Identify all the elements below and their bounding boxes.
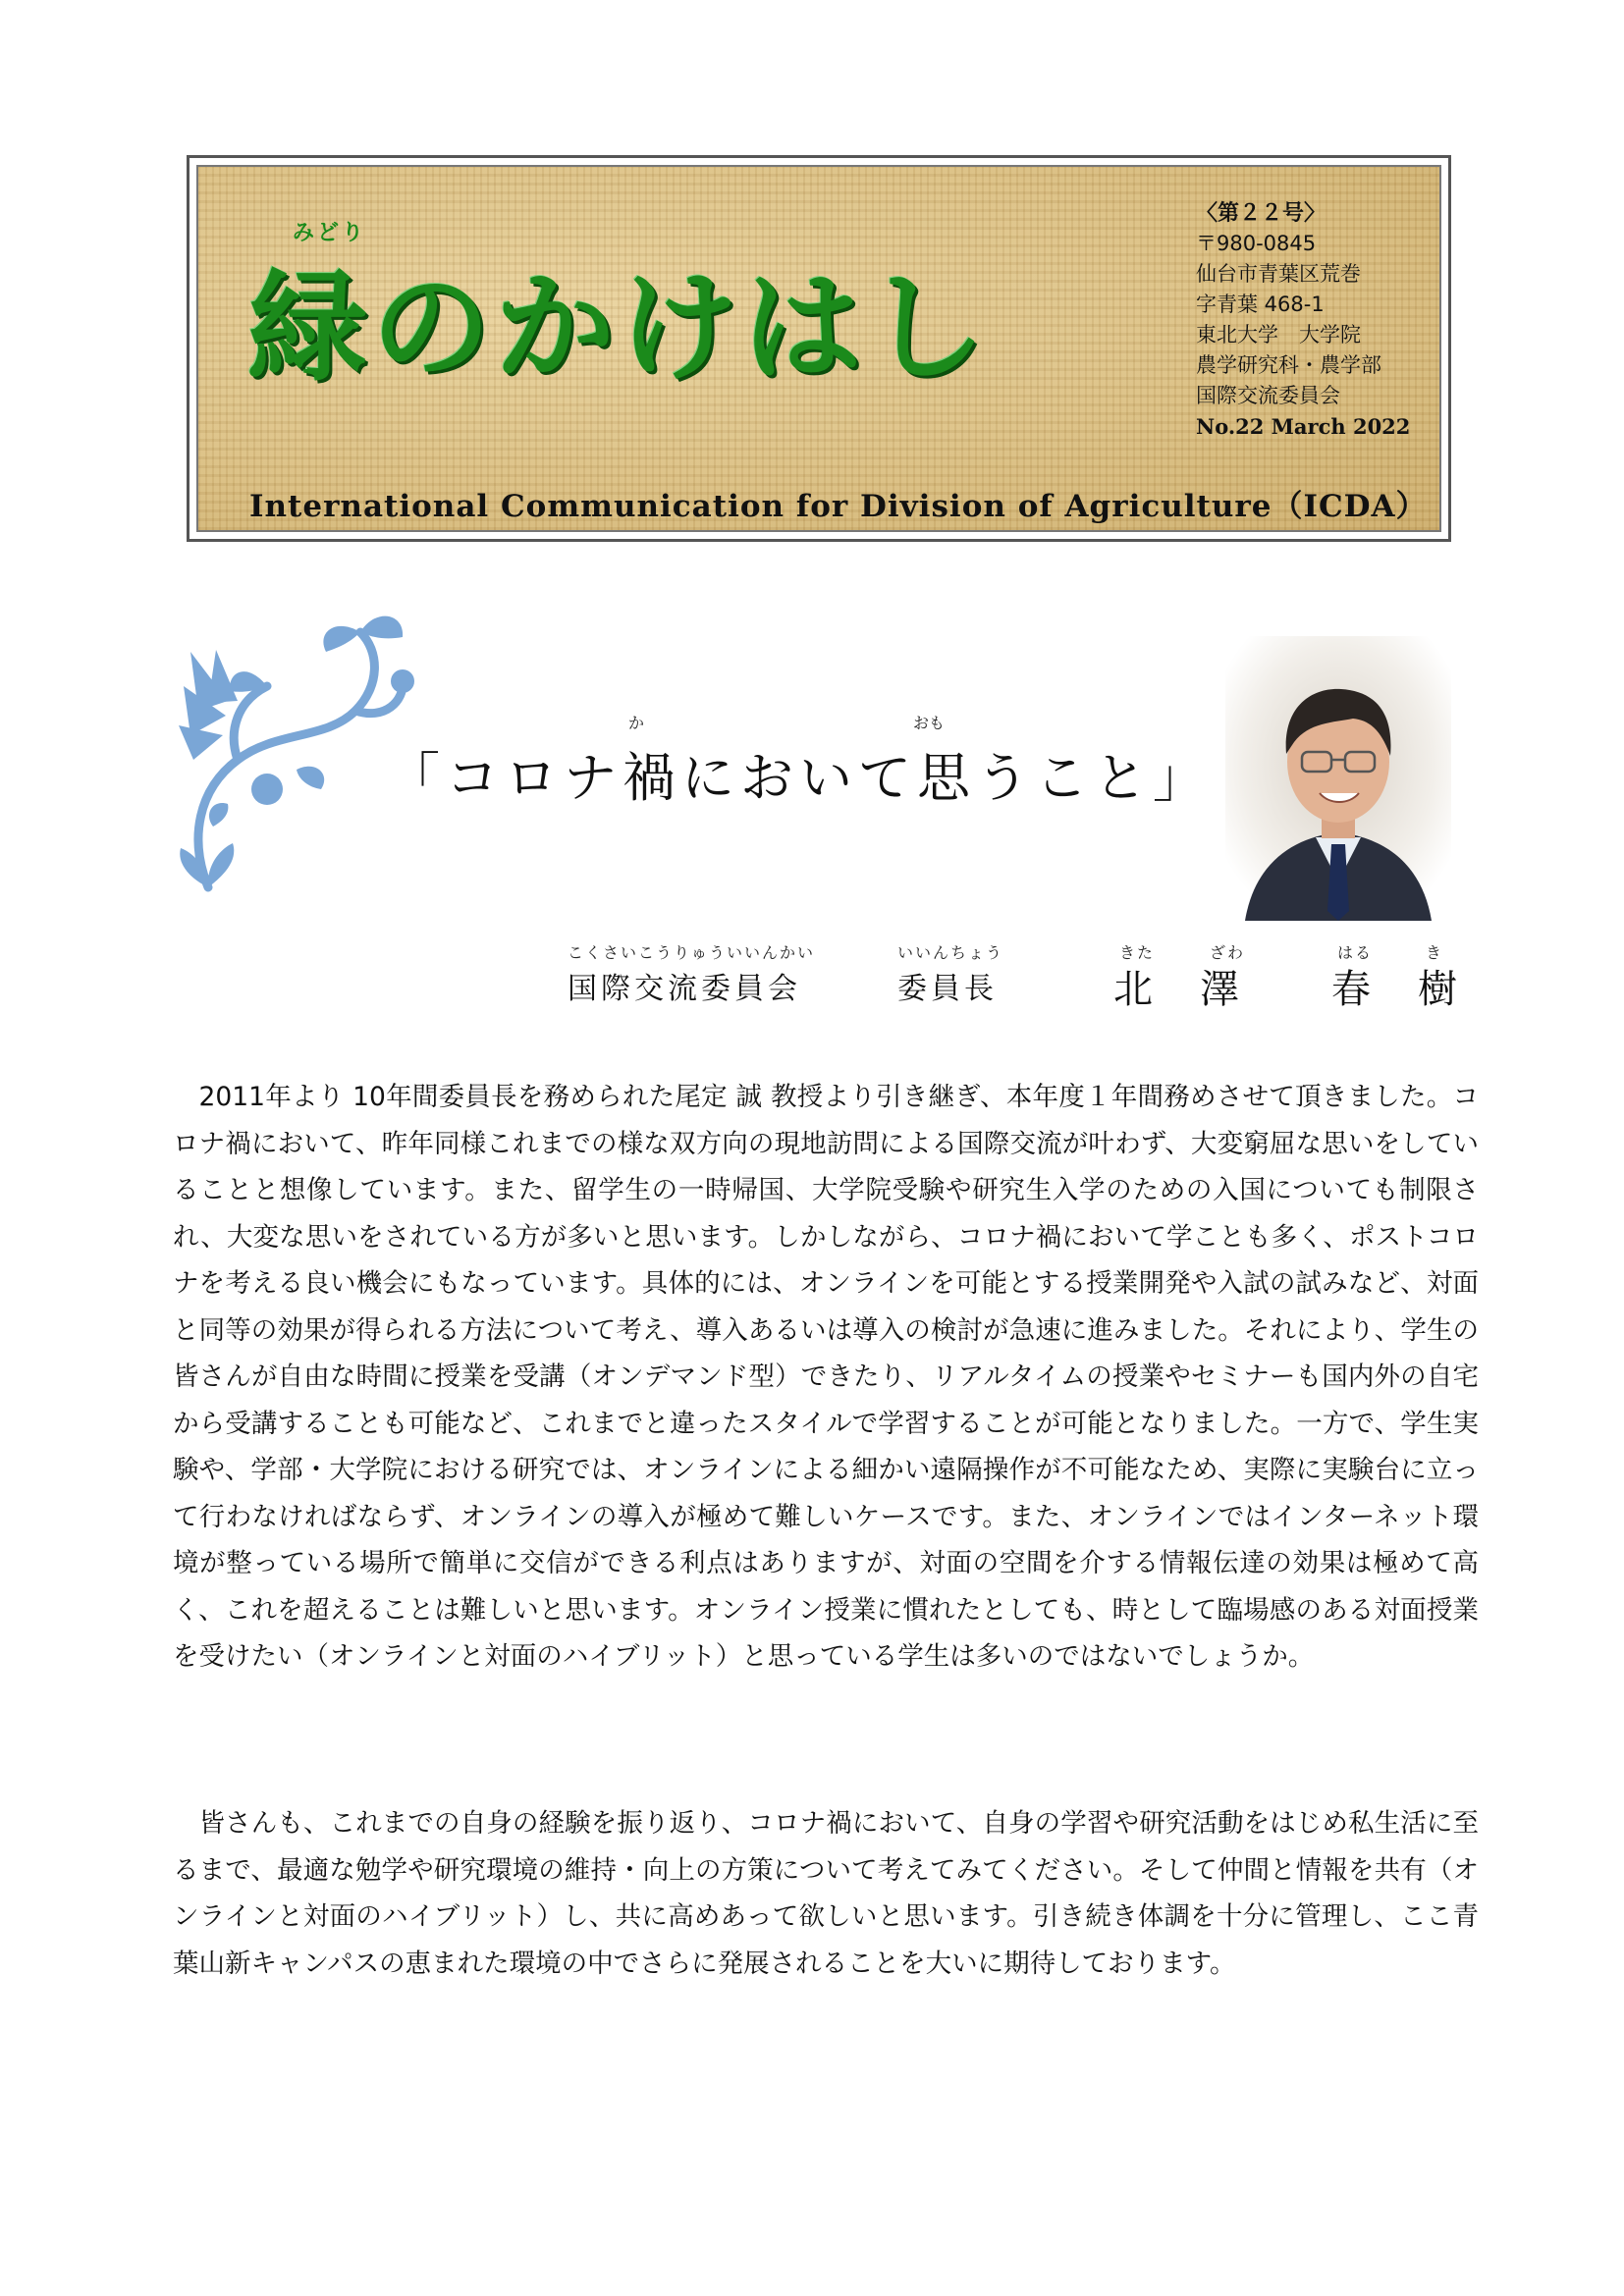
address-line: 農学研究科・農学部 (1196, 353, 1381, 377)
address-line: 〒980-0845 (1196, 232, 1317, 255)
masthead (187, 155, 1451, 542)
author-given-2: 樹 (1418, 967, 1457, 1012)
article-body-paragraph-2 (173, 1800, 1479, 1987)
title-ruby-omo: おも (913, 714, 946, 732)
paragraph: 2011年より 10年間委員長を務められた尾定 誠 教授より引き継ぎ、本年度１年間務めさせて頂きました。コロナ禍において、昨年同様これまでの様な双方向の現地訪問による国際交流が叶わず、大変窮屈な思いをしていることと想像しています。また、留学生の一時帰国、大学院受験や研究生入学のための入国についても制限され、大変な思いをされている方が多いと思います。しかしながら、コロナ禍において学ことも多く、ポストコロナを考える良い機会にもなっています。具体的には、オンラインを可能とする授業開発や入試の試みなど、対面と同等の効果が得られる方法について考え、導入あるいは導入の検討が急速に進みました。それにより、学生の皆さんが自由な時間に授業を受講（オンデマンド型）できたり、リアルタイムの授業やセミナーも国内外の自宅から受講することも可能など、これまでと違ったスタイルで学習することが可能となりました。一方で、学生実験や、学部・大学院における研究では、オンラインによる細かい遠隔操作が不可能なため、実際に実験台に立って行わなければならず、オンラインの導入が極めて難しいケースです。また、オンラインではインターネット環境が整っている場所で簡単に交信ができる利点はありますが、対面の空間を介する情報伝達の効果は極めて高く、これを超えることは難しいと思います。オンライン授業に慣れたとしても、時として臨場感のある対面授業を受けたい（オンラインと対面のハイブリット）と思っている学生は多いのではないでしょうか。 (173, 1082, 1479, 1672)
issue-date: No.22 March 2022 (1196, 414, 1411, 439)
floral-ornament-icon (169, 593, 424, 907)
address-line: 東北大学 大学院 (1196, 323, 1361, 347)
issue-number: 〈第２２号〉 (1196, 201, 1326, 226)
paragraph: 皆さんも、これまでの自身の経験を振り返り、コロナ禍において、自身の学習や研究活動をはじめ私生活に至るまで、最適な勉学や研究環境の維持・向上の方策について考えてみてください。そして仲間と情報を共有（オンラインと対面のハイブリット）し、共に高めあって欲しいと思います。引き続き体調を十分に管理し、ここ青葉山新キャンパスの恵まれた環境の中でさらに発展されることを大いに期待しております。 (173, 1808, 1479, 1979)
author-given-1: 春 (1331, 967, 1371, 1012)
surname-ruby-2: ざわ (1210, 943, 1246, 962)
address-line: 仙台市青葉区荒巻 (1196, 262, 1361, 286)
author-role: 委員長 (897, 972, 998, 1006)
author-surname-2: 澤 (1200, 967, 1239, 1012)
role-ruby: いいんちょう (897, 943, 1004, 962)
article-title: 「コロナ禍において思うこと」 (387, 747, 1212, 809)
title-ruby: みどり (293, 221, 367, 245)
masthead-subtitle: International Communication for Division of Agriculture（ICDA） (249, 489, 1428, 524)
address-line: 字青葉 468-1 (1196, 293, 1325, 316)
author-surname-1: 北 (1113, 967, 1153, 1012)
title-ruby-ka: か (628, 714, 645, 732)
given-ruby-1: はる (1337, 943, 1374, 962)
surname-ruby-1: きた (1119, 943, 1156, 962)
masthead-panel (196, 165, 1441, 532)
given-ruby-2: き (1426, 943, 1444, 962)
article-body-paragraph-1 (173, 1074, 1479, 1681)
issue-info (1196, 198, 1441, 442)
newsletter-title: 緑のかけはし (247, 258, 990, 398)
address-line: 国際交流委員会 (1196, 384, 1340, 407)
portrait-image (1225, 636, 1451, 921)
author-organization: 国際交流委員会 (568, 972, 801, 1006)
author-portrait (1225, 636, 1451, 921)
org-ruby: こくさいこうりゅういいんかい (568, 943, 816, 962)
